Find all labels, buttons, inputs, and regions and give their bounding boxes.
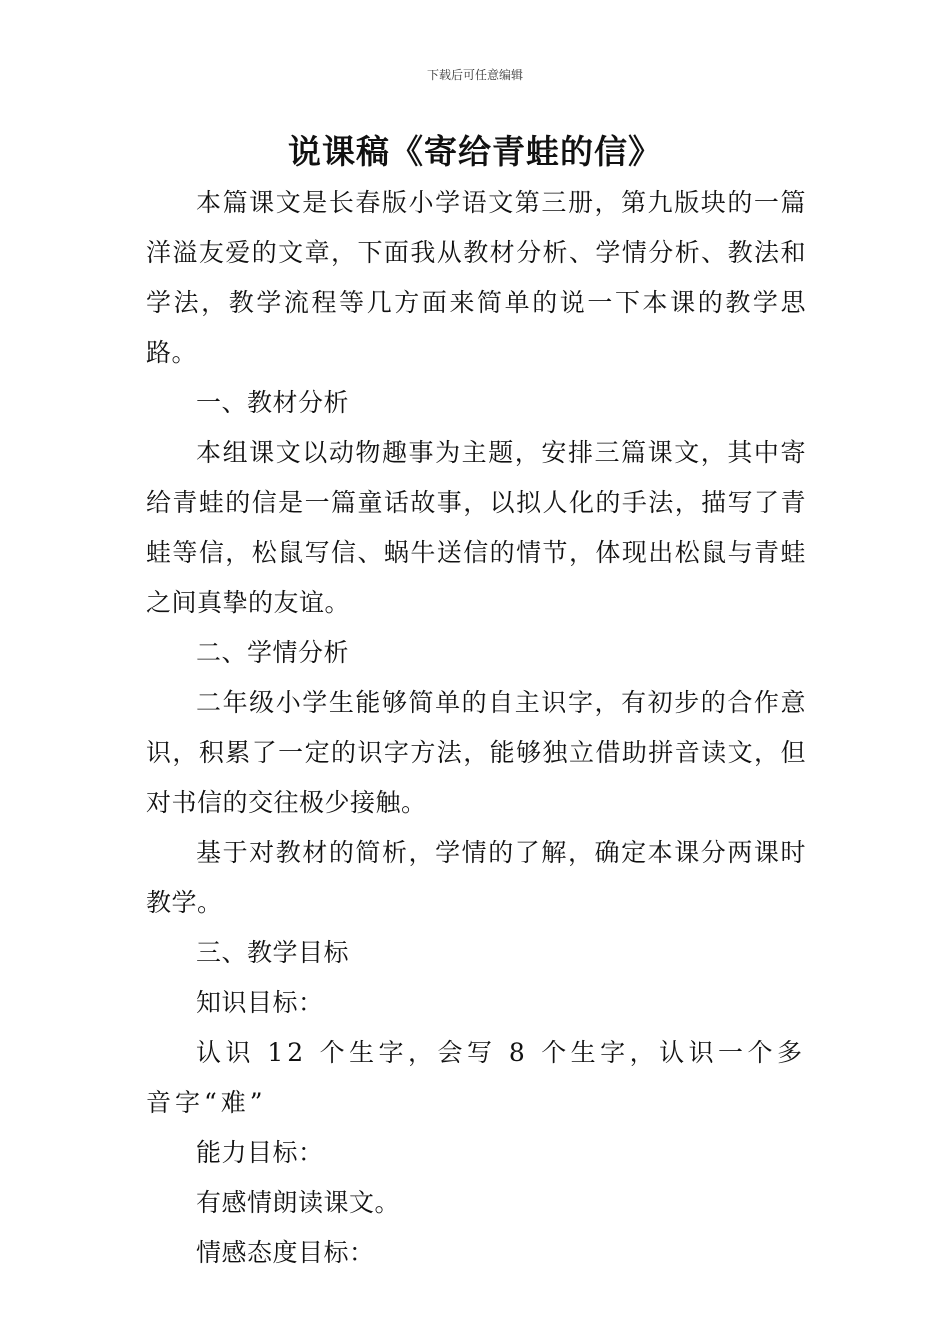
document-title: 说课稿《寄给青蛙的信》 bbox=[288, 132, 662, 171]
document-body bbox=[146, 178, 806, 1278]
paragraph-lesson-plan: 基于对教材的简析，学情的了解，确定本课分两课时教学。 bbox=[146, 838, 806, 917]
paragraph-ability-goal: 有感情朗读课文。 bbox=[196, 1188, 401, 1217]
paragraph-knowledge-goal: 认识 12 个生字，会写 8 个生字，认识一个多音字“难” bbox=[146, 1038, 806, 1117]
section-heading-teaching-goals: 三、教学目标 bbox=[196, 938, 350, 967]
paragraph-learner-analysis: 二年级小学生能够简单的自主识字，有初步的合作意识，积累了一定的识字方法，能够独立借助拼音读文，但对书信的交往极少接触。 bbox=[146, 688, 806, 817]
header-note: 下载后可任意编辑 bbox=[426, 68, 523, 82]
label-emotion-goal: 情感态度目标： bbox=[196, 1238, 375, 1267]
paragraph-intro: 本篇课文是长春版小学语文第三册，第九版块的一篇洋溢友爱的文章，下面我从教材分析、学情分析、教法和学法，教学流程等几方面来简单的说一下本课的教学思路。 bbox=[146, 188, 806, 367]
label-ability-goal: 能力目标： bbox=[196, 1138, 324, 1167]
section-heading-learner-analysis: 二、学情分析 bbox=[196, 638, 350, 667]
section-heading-textbook-analysis: 一、教材分析 bbox=[196, 388, 350, 417]
label-knowledge-goal: 知识目标： bbox=[196, 988, 324, 1017]
paragraph-textbook-analysis: 本组课文以动物趣事为主题，安排三篇课文，其中寄给青蛙的信是一篇童话故事，以拟人化的手法，描写了青蛙等信，松鼠写信、蜗牛送信的情节，体现出松鼠与青蛙之间真挚的友谊。 bbox=[146, 438, 806, 617]
